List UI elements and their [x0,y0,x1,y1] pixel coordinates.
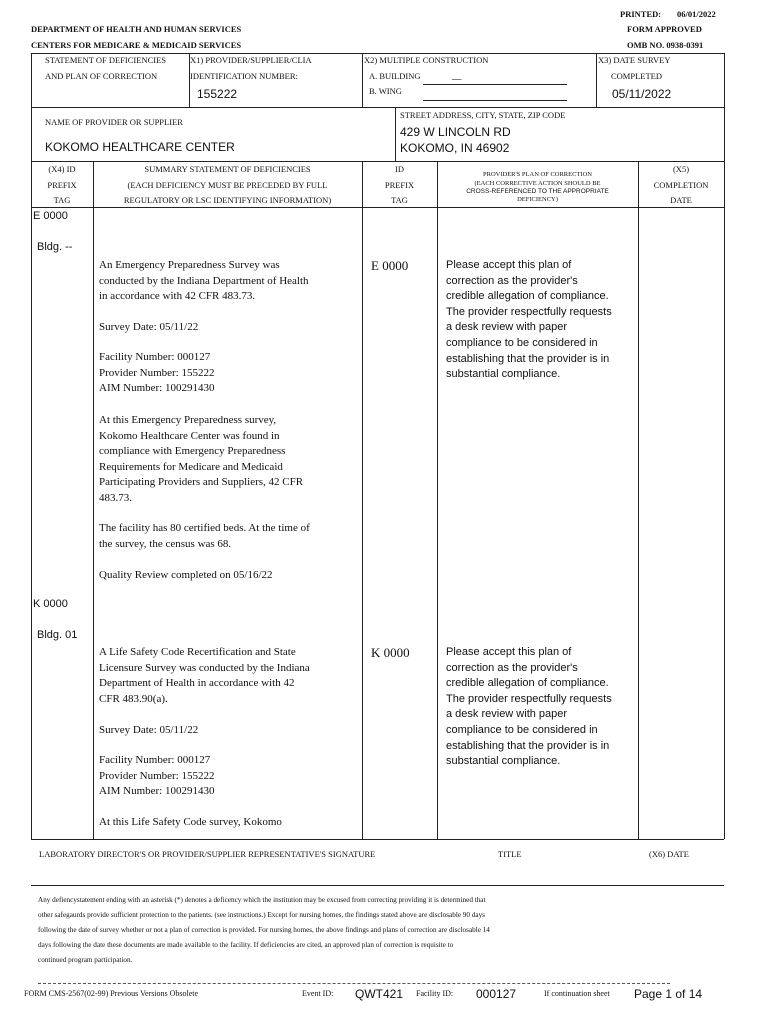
event-id-value: QWT421 [355,987,404,1001]
column-header-divider [31,207,724,208]
plan-header-3: CROSS-REFERENCED TO THE APPROPRIATE [466,188,609,195]
statement-label-1: STATEMENT OF DEFICIENCIES [45,55,167,65]
table-border-right [724,53,725,839]
x5-header-2: COMPLETION [653,180,709,190]
disclaimer-line: following the date of survey whether or not a plan of correction is provided. For nursing homes, the above findings and plans of correction are disclosable 14 [38,926,490,934]
building-label: A. BUILDING [369,71,421,81]
summary-header-1: SUMMARY STATEMENT OF DEFICIENCIES [144,164,311,174]
cms-title: CENTERS FOR MEDICARE & MEDICAID SERVICES [31,40,242,50]
x4-header-1: (X4) ID [48,164,76,174]
page-number: Page 1 of 14 [634,987,703,1001]
column-divider [93,161,94,839]
column-divider [437,161,438,839]
plan-header-2: (EACH CORRECTIVE ACTION SHOULD BE [474,180,601,187]
x3-label-1: X3) DATE SURVEY [598,55,671,65]
signature-divider [31,885,724,886]
survey-date-value: 05/11/2022 [612,87,672,101]
plan-header-1: PROVIDER'S PLAN OF CORRECTION [483,171,592,178]
x1-label-1: X1) PROVIDER/SUPPLIER/CLIA [190,55,312,65]
column-divider [362,161,363,839]
department-title: DEPARTMENT OF HEALTH AND HUMAN SERVICES [31,24,242,34]
entry-prefix: E 0000 [33,210,68,222]
statement-label-2: AND PLAN OF CORRECTION [45,71,158,81]
summary-paragraph: Survey Date: 05/11/22 [99,724,199,736]
box-divider [362,53,363,107]
facility-id-label: Facility ID: [416,989,454,998]
entry-tag: K 0000 [371,645,410,660]
id-header-1: ID [395,164,404,174]
printed-date: 06/01/2022 [677,9,716,19]
summary-paragraph: Facility Number: 000127 Provider Number: 155222 AIM Number: 100291430 [99,754,215,798]
summary-paragraph: At this Life Safety Code survey, Kokomo [99,816,282,828]
event-id-label: Event ID: [302,989,334,998]
summary-paragraph: Facility Number: 000127 Provider Number: 155222 AIM Number: 100291430 [99,351,215,395]
summary-paragraph: At this Emergency Preparedness survey, Kokomo Healthcare Center was found in compliance with Emergency Preparedness Requirements for Medicare and Medicaid Participating Providers and Suppliers, 42 CFR 483.73. [99,414,304,504]
facility-id-value: 000127 [476,987,517,1001]
x2-label: X2) MULTIPLE CONSTRUCTION [364,55,489,65]
building-underline [423,84,567,85]
summary-paragraph: A Life Safety Code Recertification and State Licensure Survey was conducted by the Indiana Department of Health in accordance with 42 CFR 483.90(a). [99,646,310,705]
printed-label: PRINTED: [620,9,662,19]
signature-label: LABORATORY DIRECTOR'S OR PROVIDER/SUPPLIER REPRESENTATIVE'S SIGNATURE [39,849,376,859]
disclaimer-line: days following the date these documents are made available to the facility. If deficiencies are cited, an approved plan of correction is requisite to [38,941,454,949]
summary-header-2: (EACH DEFICIENCY MUST BE PRECEDED BY FULL [127,180,328,190]
entry-prefix: K 0000 [33,598,68,610]
box-divider [596,53,597,107]
entry-building: Bldg. 01 [37,629,78,641]
box-divider [395,107,396,161]
row-divider [31,107,724,108]
plan-header-4: DEFICIENCY) [517,196,558,203]
summary-paragraph: The facility has 80 certified beds. At the time of the survey, the census was 68. [99,522,310,550]
wing-underline [423,100,567,101]
form-number: FORM CMS-2567(02-99) Previous Versions Obsolete [24,989,199,998]
disclaimer-line: continued program participation. [38,956,133,964]
summary-paragraph: Quality Review completed on 05/16/22 [99,569,273,581]
disclaimer-line: other safegaurds provide sufficient protection to the patients. (see instructions.) Except for nursing homes, the findings stated above are disclosable 90 days [38,911,485,919]
table-border-bottom [31,839,724,840]
title-label: TITLE [498,849,522,859]
top-box-border [31,53,724,54]
summary-paragraph: Survey Date: 05/11/22 [99,321,199,333]
row-divider [31,161,724,162]
summary-paragraph: An Emergency Preparedness Survey was conducted by the Indiana Department of Health in accordance with 42 CFR 483.73. [99,259,309,303]
x4-header-3: TAG [53,195,71,205]
plan-of-correction: Please accept this plan of correction as the provider's credible allegation of compliance. The provider respectfully requests a desk review with paper compliance to be considered in establishing that the provider is in substantial compliance. [446,646,612,768]
x4-header-2: PREFIX [47,180,77,190]
form-approved: FORM APPROVED [627,24,702,34]
entry-tag: E 0000 [371,258,409,273]
disclaimer-line: Any defiencystatement ending with an asterisk (*) denotes a deficency which the institution may be excused from correcting providing it is determined that [38,896,486,904]
column-divider [638,161,639,839]
continuation-label: If continuation sheet [544,989,610,998]
summary-header-3: REGULATORY OR LSC IDENTIFYING INFORMATION) [123,195,332,205]
x5-header-3: DATE [670,195,692,205]
address-line-2: KOKOMO, IN 46902 [400,141,510,155]
address-label: STREET ADDRESS, CITY, STATE, ZIP CODE [400,110,566,120]
x5-header-1: (X5) [672,164,690,174]
address-line-1: 429 W LINCOLN RD [400,125,511,139]
omb-number: OMB NO. 0938-0391 [627,40,704,50]
id-header-2: PREFIX [384,180,415,190]
entry-building: Bldg. -- [37,241,73,253]
provider-label: NAME OF PROVIDER OR SUPPLIER [45,117,183,127]
x1-label-2: IDENTIFICATION NUMBER: [190,71,298,81]
plan-of-correction: Please accept this plan of correction as the provider's credible allegation of compliance. The provider respectfully requests a desk review with paper compliance to be considered in establishing that the provider is in substantial compliance. [446,259,612,381]
building-value: __ [452,70,462,80]
id-header-3: TAG [391,195,408,205]
footer-divider [38,983,670,984]
provider-name: KOKOMO HEALTHCARE CENTER [45,140,235,154]
wing-label: B. WING [369,86,402,96]
provider-id-value: 155222 [197,87,238,101]
x3-label-2: COMPLETED [611,71,662,81]
date-label: (X6) DATE [649,849,689,859]
